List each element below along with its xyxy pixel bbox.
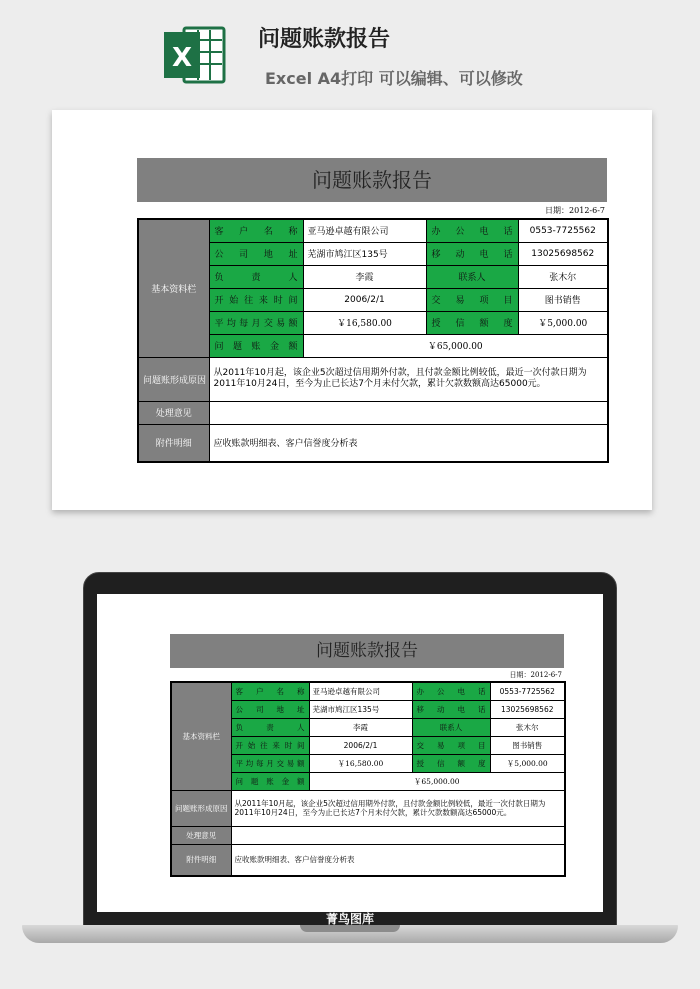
opinion-text[interactable] — [231, 826, 565, 844]
field-label: 交 易 项 目 — [426, 288, 518, 311]
report-table — [137, 218, 609, 463]
page-title: 问题账款报告 — [258, 27, 391, 52]
field-value[interactable]: 图书销售 — [518, 288, 608, 311]
page-header — [0, 0, 700, 100]
table-row — [138, 311, 608, 334]
field-label: 开 始 往 来 时 间 — [231, 736, 309, 754]
field-label: 客 户 名 称 — [209, 219, 303, 242]
field-value[interactable]: 芜湖市鸠江区135号 — [303, 242, 426, 265]
table-row — [138, 424, 608, 462]
excel-icon — [162, 22, 228, 88]
field-label: 负 责 人 — [231, 718, 309, 736]
field-value[interactable]: 2006/2/1 — [309, 736, 412, 754]
field-label: 授 信 额 度 — [426, 311, 518, 334]
field-label: 平 均 每 月 交 易 额 — [231, 754, 309, 772]
field-value[interactable]: 张木尔 — [490, 718, 565, 736]
report-title: 问题账款报告 — [170, 634, 564, 668]
attach-label: 附件明细 — [171, 844, 231, 876]
field-value[interactable]: ￥16,580.00 — [303, 311, 426, 334]
field-label: 联系人 — [412, 718, 490, 736]
table-row — [171, 772, 565, 790]
cause-text[interactable]: 从2011年10月起，该企业5次超过信用期外付款，且付款金额比例较低，最近一次付款日期为2011年10月24日，至今为止已长达7个月未付欠款，累计欠款数额高达65000元。 — [231, 790, 565, 826]
field-value[interactable]: ￥5,000.00 — [518, 311, 608, 334]
report-sheet — [137, 158, 607, 463]
opinion-label: 处理意见 — [138, 401, 209, 424]
page-subtitle: Excel A4打印 可以编辑、可以修改 — [265, 69, 523, 88]
field-label: 客 户 名 称 — [231, 682, 309, 700]
opinion-label: 处理意见 — [171, 826, 231, 844]
table-row — [171, 682, 565, 700]
attach-text[interactable]: 应收账款明细表、客户信誉度分析表 — [209, 424, 608, 462]
attach-label: 附件明细 — [138, 424, 209, 462]
cause-label: 问题账形成原因 — [138, 357, 209, 401]
opinion-text[interactable] — [209, 401, 608, 424]
field-label: 公 司 地 址 — [209, 242, 303, 265]
table-row — [171, 826, 565, 844]
field-label: 授 信 额 度 — [412, 754, 490, 772]
field-value[interactable]: 2006/2/1 — [303, 288, 426, 311]
amount-value[interactable]: ￥65,000.00 — [303, 334, 608, 357]
field-value[interactable]: 亚马逊卓越有限公司 — [309, 682, 412, 700]
table-row — [171, 754, 565, 772]
field-value[interactable]: 13025698562 — [518, 242, 608, 265]
field-value[interactable]: 13025698562 — [490, 700, 565, 718]
amount-label: 问 题 账 金 额 — [231, 772, 309, 790]
table-row — [138, 288, 608, 311]
table-row — [171, 700, 565, 718]
table-row — [171, 790, 565, 826]
amount-value[interactable]: ￥65,000.00 — [309, 772, 565, 790]
field-value[interactable]: 亚马逊卓越有限公司 — [303, 219, 426, 242]
field-label: 平 均 每 月 交 易 额 — [209, 311, 303, 334]
field-value[interactable]: 0553-7725562 — [490, 682, 565, 700]
field-value[interactable]: 李霞 — [309, 718, 412, 736]
amount-label: 问 题 账 金 额 — [209, 334, 303, 357]
table-row — [171, 736, 565, 754]
report-date: 日期：2012-6-7 — [509, 671, 562, 679]
field-value[interactable]: ￥5,000.00 — [490, 754, 565, 772]
table-row — [138, 242, 608, 265]
field-value[interactable]: 图书销售 — [490, 736, 565, 754]
field-value[interactable]: 芜湖市鸠江区135号 — [309, 700, 412, 718]
field-label: 办 公 电 话 — [412, 682, 490, 700]
table-row — [171, 718, 565, 736]
field-label: 移 动 电 话 — [412, 700, 490, 718]
laptop-brand: 菁鸟图库 — [325, 912, 374, 926]
field-label: 公 司 地 址 — [231, 700, 309, 718]
table-row — [171, 844, 565, 876]
table-row — [138, 401, 608, 424]
field-label: 联系人 — [426, 265, 518, 288]
field-value[interactable]: 0553-7725562 — [518, 219, 608, 242]
table-row — [138, 334, 608, 357]
field-label: 移 动 电 话 — [426, 242, 518, 265]
cause-text[interactable]: 从2011年10月起，该企业5次超过信用期外付款，且付款金额比例较低，最近一次付款日期为2011年10月24日，至今为止已长达7个月未付欠款，累计欠款数额高达65000元。 — [209, 357, 608, 401]
report-table — [170, 681, 566, 877]
table-row — [138, 357, 608, 401]
field-value[interactable]: ￥16,580.00 — [309, 754, 412, 772]
field-value[interactable]: 李霞 — [303, 265, 426, 288]
attach-text[interactable]: 应收账款明细表、客户信誉度分析表 — [231, 844, 565, 876]
report-date: 日期：2012-6-7 — [545, 206, 605, 215]
field-label: 负 责 人 — [209, 265, 303, 288]
field-value[interactable]: 张木尔 — [518, 265, 608, 288]
svg-text:X: X — [171, 43, 193, 73]
table-row — [138, 219, 608, 242]
section-basic-label: 基本资料栏 — [138, 219, 209, 357]
field-label: 交 易 项 目 — [412, 736, 490, 754]
field-label: 办 公 电 话 — [426, 219, 518, 242]
table-row — [138, 265, 608, 288]
cause-label: 问题账形成原因 — [171, 790, 231, 826]
report-title: 问题账款报告 — [137, 158, 607, 202]
field-label: 开 始 往 来 时 间 — [209, 288, 303, 311]
section-basic-label: 基本资料栏 — [171, 682, 231, 790]
laptop-report-sheet — [170, 634, 564, 877]
